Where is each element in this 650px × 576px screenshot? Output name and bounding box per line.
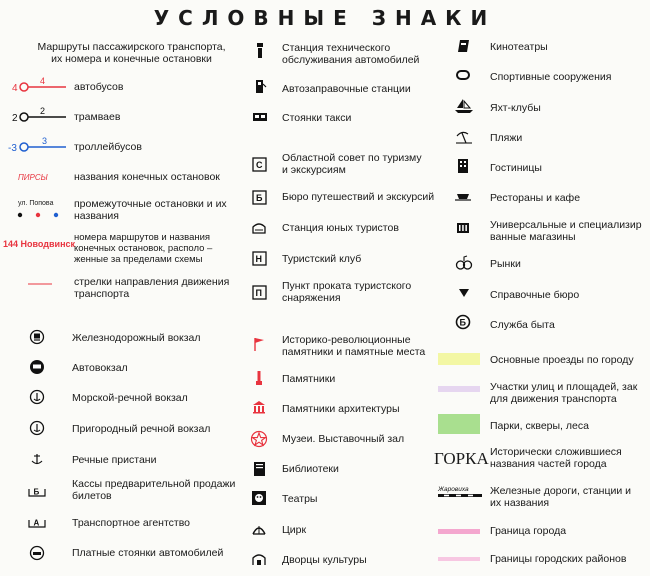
architecture-monument-label: Памятники архитектуры bbox=[282, 403, 400, 415]
svg-text:А: А bbox=[33, 518, 40, 528]
young-tourists-station-label: Станция юных туристов bbox=[282, 222, 399, 234]
railway-line-label-line1: Железные дороги, станции и bbox=[490, 485, 631, 497]
service-station-icon bbox=[254, 42, 266, 60]
department-store-icon bbox=[455, 220, 471, 236]
intermediate-stop-sample: ул. Попова bbox=[18, 200, 54, 207]
service-station-label-line2: обслуживания автомобилей bbox=[282, 54, 420, 66]
tram-route-number-left: 2 bbox=[12, 113, 18, 124]
bus-station-icon bbox=[29, 359, 45, 375]
railway-station-icon bbox=[29, 329, 45, 345]
hotel-icon bbox=[456, 158, 470, 174]
travel-bureau-label: Бюро путешествий и экскурсий bbox=[282, 191, 435, 203]
district-border-label: Границы городских районов bbox=[490, 553, 627, 565]
tram-route-label: трамваев bbox=[74, 111, 121, 123]
bus-route-symbol bbox=[12, 77, 68, 97]
svg-text:Н: Н bbox=[255, 254, 262, 264]
theatre-label: Театры bbox=[282, 493, 318, 505]
revolutionary-monument-label-line1: Историко-революционные bbox=[282, 334, 411, 346]
historical-names-label bbox=[490, 446, 622, 470]
railway-line-label bbox=[490, 485, 631, 509]
closed-streets-swatch bbox=[438, 386, 480, 392]
parks-label: Парки, скверы, леса bbox=[490, 420, 589, 432]
sea-river-station-label: Морской-речной вокзал bbox=[72, 392, 188, 404]
intermediate-stop-symbol bbox=[14, 197, 66, 221]
yacht-club-icon bbox=[453, 97, 475, 115]
library-icon bbox=[252, 461, 267, 477]
intermediate-stop-label bbox=[74, 198, 227, 222]
transport-agency-label: Транспортное агентство bbox=[72, 517, 191, 529]
river-pier-icon bbox=[30, 452, 44, 466]
svg-text:Б: Б bbox=[33, 487, 40, 497]
travel-bureau-icon bbox=[252, 190, 267, 205]
terminal-label: названия конечных остановок bbox=[74, 171, 220, 183]
outside-terminal-label bbox=[74, 232, 212, 265]
railway-station-label: Железнодорожный вокзал bbox=[72, 332, 201, 344]
fuel-station-label: Автозаправочные станции bbox=[282, 83, 411, 95]
hotel-label: Гостиницы bbox=[490, 162, 542, 174]
direction-arrow-symbol bbox=[28, 282, 52, 286]
routes-header-line1: Маршруты пассажирского транспорта, bbox=[37, 41, 226, 53]
culture-palace-label: Дворцы культуры bbox=[282, 554, 367, 566]
tourism-council-label-line2: и экскурсиям bbox=[282, 164, 346, 176]
department-store-label bbox=[490, 219, 642, 243]
architecture-monument-icon bbox=[251, 400, 267, 414]
suburban-river-station-label: Пригородный речной вокзал bbox=[72, 423, 211, 435]
yacht-club-label: Яхт-клубы bbox=[490, 102, 541, 114]
cinema-icon bbox=[456, 38, 472, 54]
consumer-services-label: Служба быта bbox=[490, 319, 555, 331]
info-bureau-label: Справочные бюро bbox=[490, 289, 580, 301]
trolley-route-number-left: 3 bbox=[11, 143, 17, 154]
ticket-office-label bbox=[72, 478, 235, 502]
direction-arrow-label bbox=[74, 276, 229, 300]
museum-icon bbox=[250, 430, 268, 448]
svg-text:П: П bbox=[255, 288, 262, 298]
trolley-route-label: троллейбусов bbox=[74, 141, 142, 153]
historical-names-label-line2: названия частей города bbox=[490, 458, 607, 470]
info-bureau-icon bbox=[458, 288, 470, 298]
outside-terminal-label-line2: конечных остановок, располо – bbox=[74, 243, 213, 254]
bus-route-label: автобусов bbox=[74, 81, 124, 93]
monument-label: Памятники bbox=[282, 373, 336, 385]
direction-arrow-label-line1: стрелки направления движения bbox=[74, 276, 230, 288]
outside-terminal-label-line3: женные за пределами схемы bbox=[74, 254, 203, 265]
department-store-label-line2: ванные магазины bbox=[490, 231, 576, 243]
terminal-sample: ПИРСЫ bbox=[18, 173, 48, 182]
parks-swatch bbox=[438, 414, 480, 434]
fuel-station-icon bbox=[253, 78, 267, 96]
equipment-rental-icon bbox=[252, 285, 267, 300]
monument-icon bbox=[254, 369, 264, 387]
museum-label: Музеи. Выставочный зал bbox=[282, 433, 405, 445]
paid-parking-label: Платные стоянки автомобилей bbox=[72, 547, 224, 559]
outside-terminal-sample: 144 Новодвинск bbox=[3, 239, 76, 249]
taxi-stand-label: Стоянки такси bbox=[282, 112, 352, 124]
suburban-river-station-icon bbox=[29, 420, 45, 436]
bus-route-number-left: 4 bbox=[12, 83, 18, 94]
culture-palace-icon bbox=[251, 551, 267, 567]
theatre-icon bbox=[251, 490, 267, 506]
beach-icon bbox=[454, 128, 474, 146]
bus-station-label: Автовокзал bbox=[72, 362, 128, 374]
market-label: Рынки bbox=[490, 258, 521, 270]
city-border-swatch bbox=[438, 529, 480, 534]
tourism-council-label-line1: Областной совет по туризму bbox=[282, 152, 422, 164]
service-station-label-line1: Станция технического bbox=[282, 42, 391, 54]
closed-streets-label-line1: Участки улиц и площадей, зак bbox=[490, 381, 638, 393]
restaurant-label: Рестораны и кафе bbox=[490, 192, 581, 204]
trolley-route-number-right: 3 bbox=[42, 137, 48, 146]
tram-route-number-right: 2 bbox=[40, 107, 46, 116]
equipment-rental-label bbox=[282, 280, 411, 304]
transport-agency-icon bbox=[27, 515, 47, 529]
historical-name-sample: ГОРКА bbox=[434, 449, 489, 468]
beach-label: Пляжи bbox=[490, 132, 523, 144]
city-border-label: Граница города bbox=[490, 525, 567, 537]
tourist-club-label: Туристский клуб bbox=[282, 253, 362, 265]
consumer-services-icon bbox=[455, 314, 471, 330]
main-roads-swatch bbox=[438, 353, 480, 365]
main-roads-label: Основные проезды по городу bbox=[490, 354, 634, 366]
tourism-council-icon bbox=[252, 157, 267, 172]
young-tourists-station-icon bbox=[251, 221, 267, 235]
svg-text:С: С bbox=[256, 160, 263, 170]
intermediate-stop-label-line2: названия bbox=[74, 210, 119, 222]
market-icon bbox=[455, 254, 473, 272]
sports-facility-icon bbox=[455, 69, 471, 81]
routes-header-line2: их номера и конечные остановки bbox=[51, 53, 212, 65]
circus-label: Цирк bbox=[282, 524, 307, 536]
taxi-stand-icon bbox=[252, 111, 268, 123]
intermediate-stop-label-line1: промежуточные остановки и их bbox=[74, 198, 227, 210]
river-pier-label: Речные пристани bbox=[72, 454, 157, 466]
restaurant-icon bbox=[454, 190, 472, 202]
railway-line-symbol bbox=[436, 484, 484, 502]
railway-line-label-line2: их названия bbox=[490, 497, 550, 509]
circus-icon bbox=[251, 521, 267, 537]
svg-text:-3: -3 bbox=[8, 143, 17, 154]
revolutionary-monument-flag-icon bbox=[252, 336, 266, 352]
paid-parking-icon bbox=[29, 545, 45, 561]
direction-arrow-label-line2: транспорта bbox=[74, 288, 130, 300]
legend-title: УСЛОВНЫЕ ЗНАКИ bbox=[153, 6, 497, 30]
district-border-swatch bbox=[438, 557, 480, 561]
ticket-office-label-line2: билетов bbox=[72, 490, 112, 502]
trolley-route-symbol bbox=[8, 137, 68, 157]
routes-header bbox=[24, 41, 239, 65]
outside-terminal-label-line1: номера маршрутов и названия bbox=[74, 232, 211, 243]
historical-names-label-line1: Исторически сложившиеся bbox=[490, 446, 622, 458]
tourism-council-label bbox=[282, 152, 422, 176]
tourist-club-icon bbox=[252, 251, 267, 266]
svg-text:Б: Б bbox=[256, 193, 263, 203]
library-label: Библиотеки bbox=[282, 463, 339, 475]
closed-streets-label bbox=[490, 381, 637, 405]
sea-river-station-icon bbox=[29, 389, 45, 405]
ticket-office-icon bbox=[27, 484, 47, 498]
closed-streets-label-line2: для движения транспорта bbox=[490, 393, 617, 405]
svg-text:Б: Б bbox=[459, 317, 466, 328]
sports-facility-label: Спортивные сооружения bbox=[490, 71, 612, 83]
revolutionary-monument-label-line2: памятники и памятные места bbox=[282, 346, 426, 358]
railway-station-sample: Жаровиха bbox=[438, 486, 469, 493]
equipment-rental-label-line1: Пункт проката туристского bbox=[282, 280, 412, 292]
service-station-label bbox=[282, 42, 419, 66]
cinema-label: Кинотеатры bbox=[490, 41, 548, 53]
department-store-label-line1: Универсальные и специализир bbox=[490, 219, 642, 231]
ticket-office-label-line1: Кассы предварительной продажи bbox=[72, 478, 236, 490]
equipment-rental-label-line2: снаряжения bbox=[282, 292, 341, 304]
bus-route-number-right: 4 bbox=[40, 77, 46, 86]
tram-route-symbol bbox=[12, 107, 68, 127]
revolutionary-monument-label bbox=[282, 334, 425, 358]
